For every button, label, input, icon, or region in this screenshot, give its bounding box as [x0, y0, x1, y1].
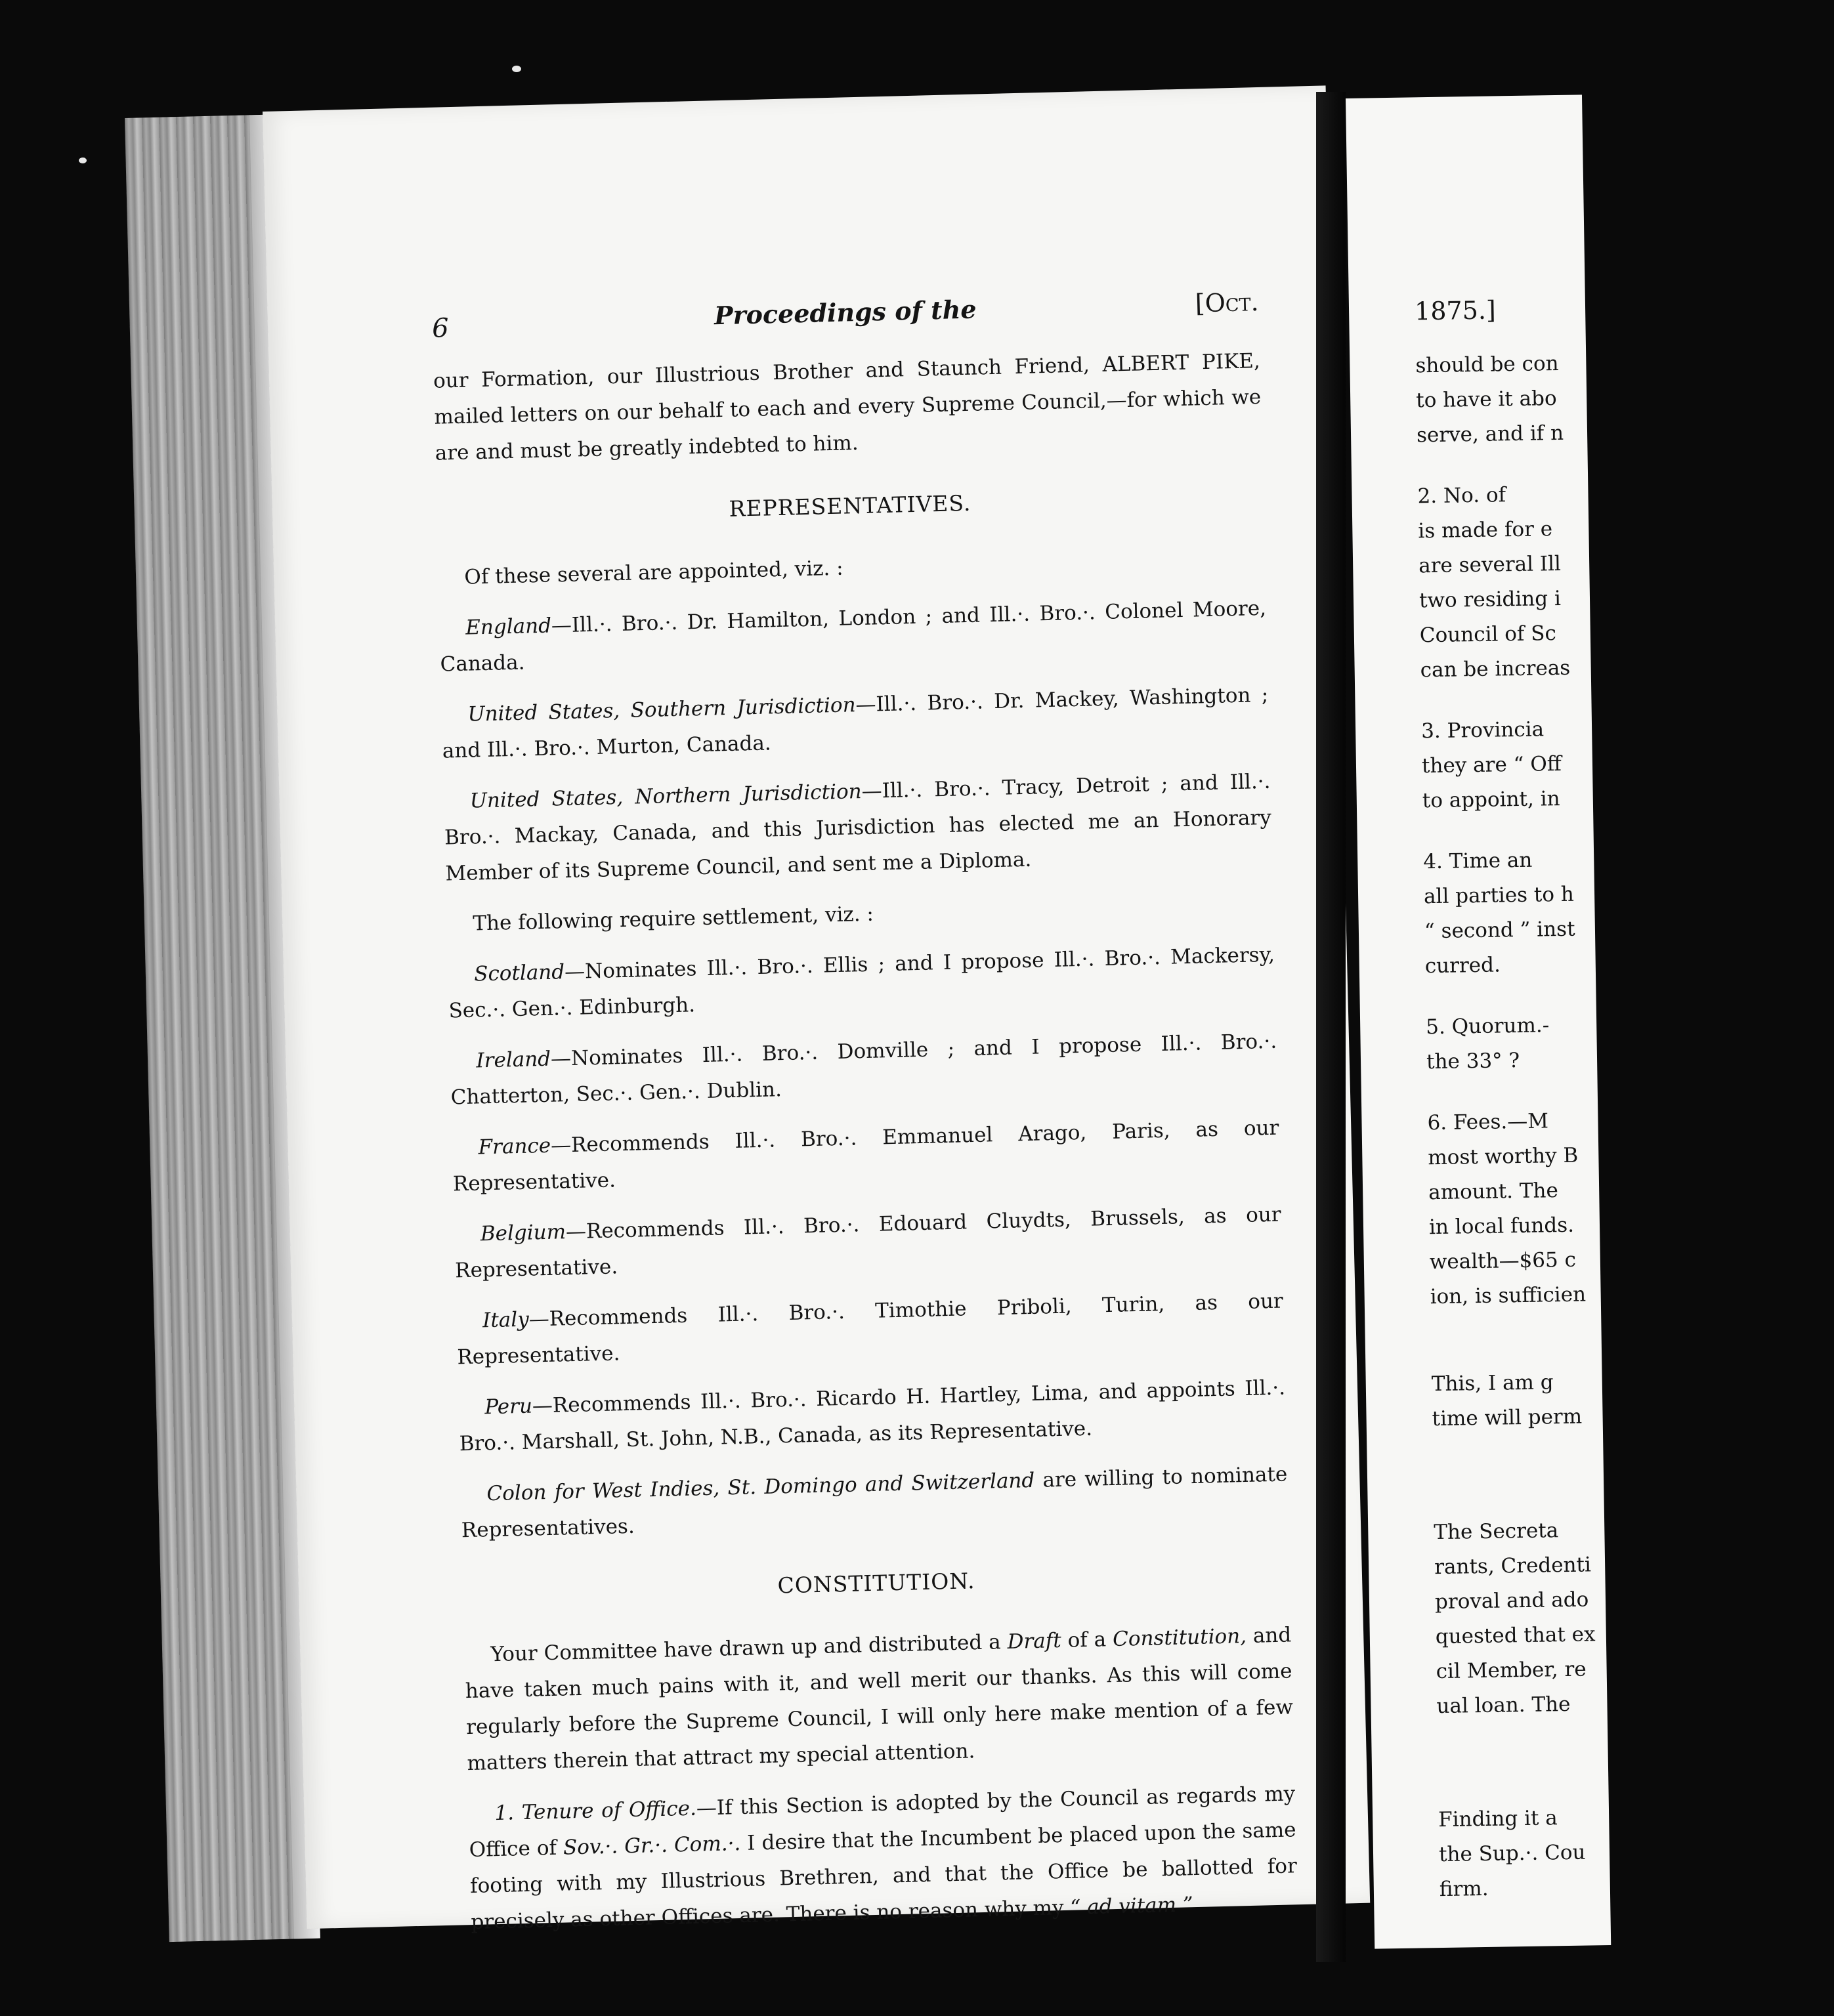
right-page-line: to have it abo — [1415, 387, 1557, 413]
text-run: of a — [1061, 1628, 1113, 1652]
entry-text: —Recommends Ill.·. Bro.·. Ricardo H. Hartley, Lima, and appoints Ill.·. Bro.·. Marshall, St. John, N.B., Canada, as its Representative. — [459, 1376, 1286, 1456]
dust-speck — [79, 158, 87, 163]
right-page-line: all parties to h — [1423, 882, 1575, 909]
right-page-line: “ second ” inst — [1424, 917, 1575, 944]
right-page-line: is made for e — [1418, 517, 1553, 543]
right-page-line: should be con — [1415, 351, 1559, 378]
right-page-content — [1415, 288, 1834, 1907]
entry-text: —Ill.·. Bro.·. Dr. Mackey, Washington ; and Ill.·. Bro.·. Murton, Canada. — [442, 682, 1269, 763]
text-run-italic: “ ad vitam ” — [1069, 1893, 1194, 1920]
right-page-line: ion, is sufficien — [1430, 1282, 1587, 1309]
entry-text: —Recommends Ill.·. Bro.·. Emmanuel Arago, Paris, as our Representative. — [452, 1116, 1279, 1196]
entry-italy — [456, 1284, 1284, 1376]
right-page-line: cil Member, re — [1436, 1657, 1587, 1684]
entry-place: Colon for West Indies, St. Domingo and Switzerland — [486, 1468, 1035, 1506]
right-page-line: 3. Provincia — [1420, 717, 1545, 744]
entry-place: Italy — [482, 1307, 530, 1333]
right-page-line: 6. Fees.—M — [1427, 1109, 1549, 1135]
right-page — [1346, 94, 1611, 1948]
entry-peru — [458, 1370, 1287, 1463]
intro-paragraph: our Formation, our Illustrious Brother and Staunch Friend, ALBERT PIKE, mailed letters on our behalf to each and every Supreme Council,—for which we are and must be greatly indebted to him. — [433, 348, 1262, 465]
entry-text: are willing to nominate Representatives. — [461, 1462, 1288, 1543]
text-run-italic: Sov.·. Gr.·. Com.·. — [563, 1831, 741, 1860]
right-page-line: time will perm — [1432, 1404, 1583, 1431]
right-page-line: wealth—$65 c — [1429, 1248, 1577, 1274]
entry-text: —Nominates Ill.·. Bro.·. Domville ; and I propose Ill.·. Bro.·. Chatterton, Sec.·. Gen.·. Dublin. — [450, 1029, 1277, 1110]
entry-place: England — [465, 614, 552, 640]
entry-ireland — [450, 1024, 1278, 1116]
right-page-line: 2. No. of — [1417, 483, 1506, 509]
entry-place: France — [478, 1133, 551, 1160]
right-page-line: proval and ado — [1434, 1587, 1589, 1614]
settlement-intro: The following require settlement, viz. : — [472, 902, 874, 936]
entry-belgium — [454, 1197, 1282, 1290]
right-page-line: two residing i — [1418, 586, 1562, 613]
right-page-line: the Sup.·. Cou — [1438, 1840, 1586, 1867]
entry-place: Belgium — [480, 1220, 566, 1246]
entry-us-northern — [443, 764, 1273, 892]
entry-place: Scotland — [473, 960, 565, 986]
entry-place: United States, Northern Jurisdiction — [469, 780, 863, 813]
right-page-line: Council of Sc — [1419, 621, 1557, 648]
right-page-line: The Secreta — [1434, 1519, 1559, 1545]
entry-colon — [460, 1456, 1289, 1549]
book-gutter — [1316, 92, 1346, 1962]
right-page-line: quested that ex — [1435, 1622, 1596, 1649]
text-run-italic: Draft — [1007, 1628, 1062, 1654]
text-run: and have taken much pains with it, and well merit our thanks. As this will come regularly before the Supreme Council, I will only here make mention of a few matters therein that attract my special attention. — [465, 1623, 1294, 1776]
entry-place: Peru — [484, 1394, 533, 1419]
entry-england — [439, 591, 1268, 683]
appointed-intro: Of these several are appointed, viz. : — [463, 556, 843, 589]
entry-text: —Ill.·. Bro.·. Dr. Hamilton, London ; and Ill.·. Bro.·. Colonel Moore, Canada. — [440, 596, 1267, 677]
right-page-line: they are “ Off — [1421, 751, 1562, 778]
entry-text: —Recommends Ill.·. Bro.·. Edouard Cluydts, Brussels, as our Representative. — [454, 1202, 1281, 1283]
left-page-content — [431, 284, 1298, 1955]
right-page-line: serve, and if n — [1416, 421, 1564, 448]
text-run-italic: Constitution, — [1112, 1624, 1247, 1652]
right-page-line: curred. — [1424, 953, 1501, 978]
right-page-line: are several Ill — [1418, 551, 1562, 578]
entry-text: —Nominates Ill.·. Bro.·. Ellis ; and I propose Ill.·. Bro.·. Mackersy, Sec.·. Gen.·. Edinburgh. — [448, 942, 1275, 1023]
entry-us-southern — [441, 677, 1269, 770]
dust-speck — [512, 66, 521, 72]
right-page-line: rants, Credenti — [1434, 1553, 1592, 1580]
right-page-line: Finding it a — [1438, 1806, 1558, 1832]
right-page-line: 4. Time an — [1423, 848, 1533, 874]
entry-place: Ireland — [475, 1047, 551, 1073]
tenure-paragraph — [468, 1776, 1298, 1941]
right-page-line: can be increas — [1420, 656, 1571, 682]
right-page-line: 5. Quorum.- — [1425, 1013, 1550, 1040]
constitution-heading: CONSTITUTION. — [777, 1568, 975, 1599]
entry-scotland — [448, 937, 1276, 1030]
right-page-line: ual loan. The — [1436, 1692, 1571, 1719]
right-page-line: firm. — [1439, 1876, 1489, 1902]
section-label: 1. Tenure of Office. — [494, 1796, 697, 1826]
constitution-paragraph — [464, 1617, 1294, 1782]
running-title: Proceedings of the — [714, 294, 977, 331]
right-page-line: the 33° ? — [1426, 1049, 1520, 1074]
text-run: I desire that the Incumbent be placed upon the same footing with my Illustrious Brethren, and that the Office be ballotted for precisely as other Offices are. There is no reason why my — [469, 1818, 1298, 1935]
representatives-heading: REPRESENTATIVES. — [729, 490, 971, 522]
right-page-year: 1875.] — [1414, 295, 1497, 326]
entry-text: —Recommends Ill.·. Bro.·. Timothie Priboli, Turin, as our Representative. — [457, 1289, 1284, 1370]
text-run: Your Committee have drawn up and distributed a — [490, 1629, 1008, 1667]
right-page-line: to appoint, in — [1422, 787, 1560, 813]
right-page-line: amount. The — [1428, 1179, 1559, 1205]
right-page-lines — [1415, 343, 1833, 1907]
right-page-line: most worthy B — [1428, 1143, 1579, 1170]
entry-france — [452, 1110, 1280, 1203]
header-month: [Oct. — [1195, 287, 1260, 318]
entry-place: United States, Southern Jurisdiction — [467, 693, 856, 726]
right-page-line: This, I am g — [1431, 1370, 1554, 1396]
entry-text: —Ill.·. Bro.·. Tracy, Detroit ; and Ill.·. Bro.·. Mackay, Canada, and this Jurisdiction has elected me an Honorary Member of its Supreme Council, and sent me a Diploma. — [444, 769, 1272, 886]
left-page — [263, 85, 1370, 1935]
text-run: —If this Section is adopted by the Council as regards my Office of — [469, 1782, 1296, 1862]
right-page-line: in local funds. — [1428, 1213, 1575, 1240]
page-number: 6 — [431, 313, 450, 344]
